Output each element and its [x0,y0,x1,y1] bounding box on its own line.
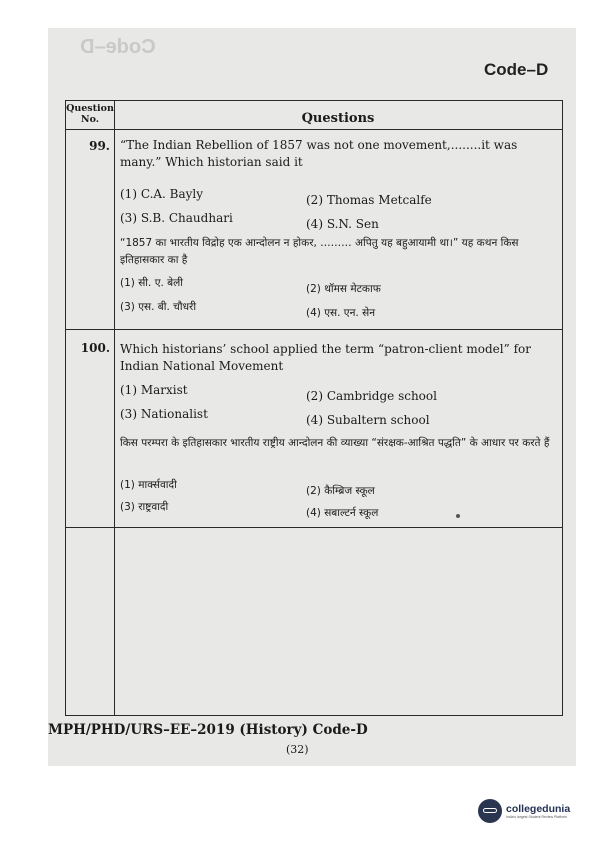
header-question-no: Question No. [66,103,114,125]
paper-code: Code–D [484,60,549,79]
question-99-hi-option-1: (1) सी. ए. बेली [120,277,184,289]
exam-footer: MPH/PHD/URS–EE–2019 (History) Code-D [48,722,368,738]
page-number: (32) [286,743,309,756]
question-100-text-hi: किस परम्परा के इतिहासकार भारतीय राष्ट्रीय आन्दोलन की व्याख्या “संरक्षक-आश्रित पद्धति” के आधार पर करते हैं [120,437,550,449]
watermark-logo [478,799,570,823]
question-100-number: 100. [80,341,110,355]
question-100-option-2: (2) Cambridge school [306,389,437,403]
question-100-hi-option-3: (3) राष्ट्रवादी [120,501,169,513]
question-99-option-2: (2) Thomas Metcalfe [306,193,432,207]
question-100-option-1: (1) Marxist [120,383,188,397]
question-99-hi-option-3: (3) एस. बी. चौधरी [120,301,197,313]
header-divider [66,129,562,130]
question-100-hi-option-2: (2) कैम्ब्रिज स्कूल [306,485,375,497]
question-99-text-hi: “1857 का भारतीय विद्रोह एक आन्दोलन न होकर, ……… अपितु यह बहुआयामी था।” यह कथन किस इतिहासकार का है [120,237,519,266]
watermark-brand: collegedunia [506,803,571,815]
row-divider [66,527,562,528]
question-99-option-1: (1) C.A. Bayly [120,187,204,201]
question-99-option-3: (3) S.B. Chaudhari [120,211,233,225]
question-99-text-en: “The Indian Rebellion of 1857 was not one movement,........it was many.” Which historian said it [120,138,518,169]
watermark-tagline: India's largest Student Review Platform [506,815,567,819]
question-99-number: 99. [89,139,110,153]
question-99-hi-option-4: (4) एस. एन. सेन [306,307,376,319]
bleed-through-code: Code–D [80,36,156,58]
question-table [65,100,563,716]
question-100-hi-option-4: (4) सबाल्टर्न स्कूल [306,507,379,519]
row-divider [66,329,562,330]
student-avatar-icon [478,799,502,823]
question-99-option-4: (4) S.N. Sen [306,217,379,231]
question-100-hi-option-1: (1) मार्क्सवादी [120,479,177,491]
question-100-text-en: Which historians’ school applied the term “patron-client model” for Indian National Movement [120,342,531,373]
column-divider [114,101,115,715]
question-100-option-3: (3) Nationalist [120,407,208,421]
header-questions: Questions [301,111,375,126]
question-100-option-4: (4) Subaltern school [306,413,430,427]
ink-speck [456,514,460,518]
question-99-hi-option-2: (2) थॉमस मेटकाफ [306,283,381,295]
